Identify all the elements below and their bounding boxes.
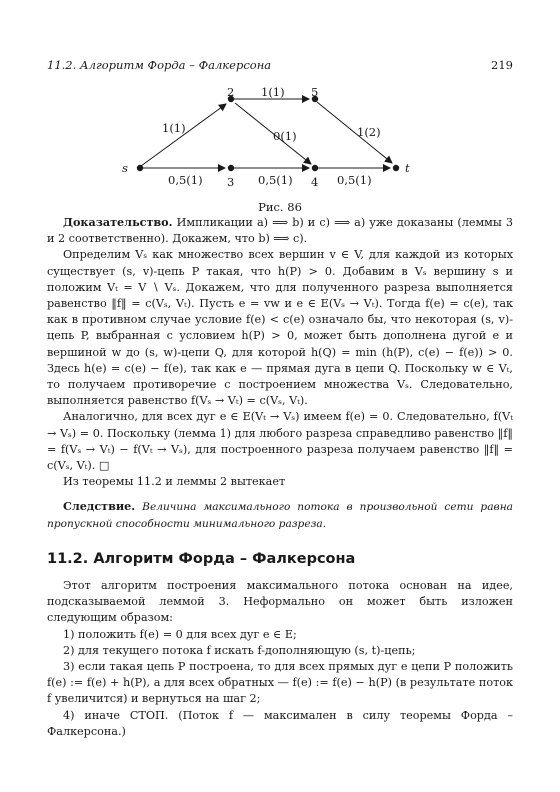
algorithm-intro: Этот алгоритм построения максимального потока основан на идее, подсказываемой леммой 3. Неформально он может быть изложен следующим образом:: [47, 579, 513, 625]
paragraph-from-theorem: Из теоремы 11.2 и леммы 2 вытекает: [63, 475, 286, 489]
edge-label-3-4: 0,5(1): [258, 173, 293, 187]
node-4: [312, 165, 318, 171]
proof-intro: Импликации a) ⟹ b) и c) ⟹ a) уже доказаны (леммы 3 и 2 соответственно). Докажем, что b) ⟹ c).: [47, 216, 513, 246]
proof-paragraph: [47, 214, 513, 247]
edge-label-2-4: 0(1): [273, 129, 297, 143]
node-label-t: t: [405, 161, 410, 175]
corollary: [47, 498, 513, 531]
node-label-2: 2: [227, 85, 235, 99]
node-label-4: 4: [311, 175, 319, 189]
edge-label-2-5: 1(1): [261, 85, 285, 99]
algorithm-step-1: 1) положить f(e) = 0 для всех дуг e ∈ E;: [63, 627, 297, 641]
corollary-text: Величина максимального потока в произвольной сети равна пропускной способности минимального разреза.: [47, 501, 513, 530]
page-number: 219: [491, 58, 513, 72]
figure-caption: Рис. 86: [258, 200, 302, 214]
proof-block: [47, 214, 513, 532]
node-label-s: s: [122, 161, 128, 175]
edge-label-s-3: 0,5(1): [168, 173, 203, 187]
edge-s-2: [141, 104, 226, 166]
algorithm-block: [47, 578, 513, 740]
edge-label-5-t: 1(2): [357, 125, 381, 139]
running-head-title: 11.2. Алгоритм Форда – Фалкерсона: [47, 58, 272, 72]
node-s: [137, 165, 143, 171]
node-3: [228, 165, 234, 171]
running-head: [47, 58, 513, 72]
algorithm-step-4: 4) иначе СТОП. (Поток f — максимален в силу теоремы Форда – Фалкерсона.): [47, 708, 513, 738]
algorithm-step-3: 3) если такая цепь P построена, то для всех прямых дуг e цепи P положить f(e) := f(e) + h(P), а для всех обратных — f(e) := f(e) − h(P) (в результате поток f увеличится) и вернуться на шаг 2;: [47, 660, 513, 706]
paragraph-define-vs: Определим Vₛ как множество всех вершин v ∈ V, для каждой из которых существует (s, v)-цепь P такая, что h(P) > 0. Добавим в Vₛ вершину s и положим Vₜ = V ∖ Vₛ. Докажем, что для полученного разреза выполняется равенство ‖f‖ = c(Vₛ, Vₜ). Пусть e = vw и e ∈ E(Vₛ → Vₜ). Тогда f(e) = c(e), так как в противном случае условие f(e) < c(e) означало бы, что некоторая (s, v)-цепь P, выбранная с условием h(P) > 0, может быть дополнена дугой e и вершиной w до (s, w)-цепи Q, для которой h(Q) = min (h(P), c(e) − f(e)) > 0. Здесь h(e) = c(e) − f(e), так как e — прямая дуга в цепи Q. Поскольку w ∈ Vₜ, то получаем противоречие с построением множества Vₛ. Следовательно, выполняется равенство f(Vₛ → Vₜ) = c(Vₛ, Vₜ).: [47, 248, 513, 408]
flow-network-figure: [0, 80, 560, 200]
node-label-3: 3: [227, 175, 235, 189]
section-title: 11.2. Алгоритм Форда – Фалкерсона: [47, 551, 356, 567]
edge-label-4-t: 0,5(1): [337, 173, 372, 187]
algorithm-step-2: 2) для текущего потока f искать f-дополняющую (s, t)-цепь;: [63, 643, 416, 657]
edge-label-s-2: 1(1): [162, 121, 186, 135]
node-label-5: 5: [311, 85, 319, 99]
proof-label: Доказательство.: [63, 215, 173, 229]
corollary-label: Следствие.: [63, 499, 136, 514]
edge-5-t: [317, 102, 392, 163]
paragraph-analogously: Аналогично, для всех дуг e ∈ E(Vₜ → Vₛ) имеем f(e) = 0. Следовательно, f(Vₜ → Vₛ) = 0. Поскольку (лемма 1) для любого разреза справедливо равенство ‖f‖ = f(Vₛ → Vₜ) − f(Vₜ → Vₛ), для построенного разреза получаем равенство ‖f‖ = c(Vₛ, Vₜ). □: [47, 410, 513, 473]
node-t: [393, 165, 399, 171]
